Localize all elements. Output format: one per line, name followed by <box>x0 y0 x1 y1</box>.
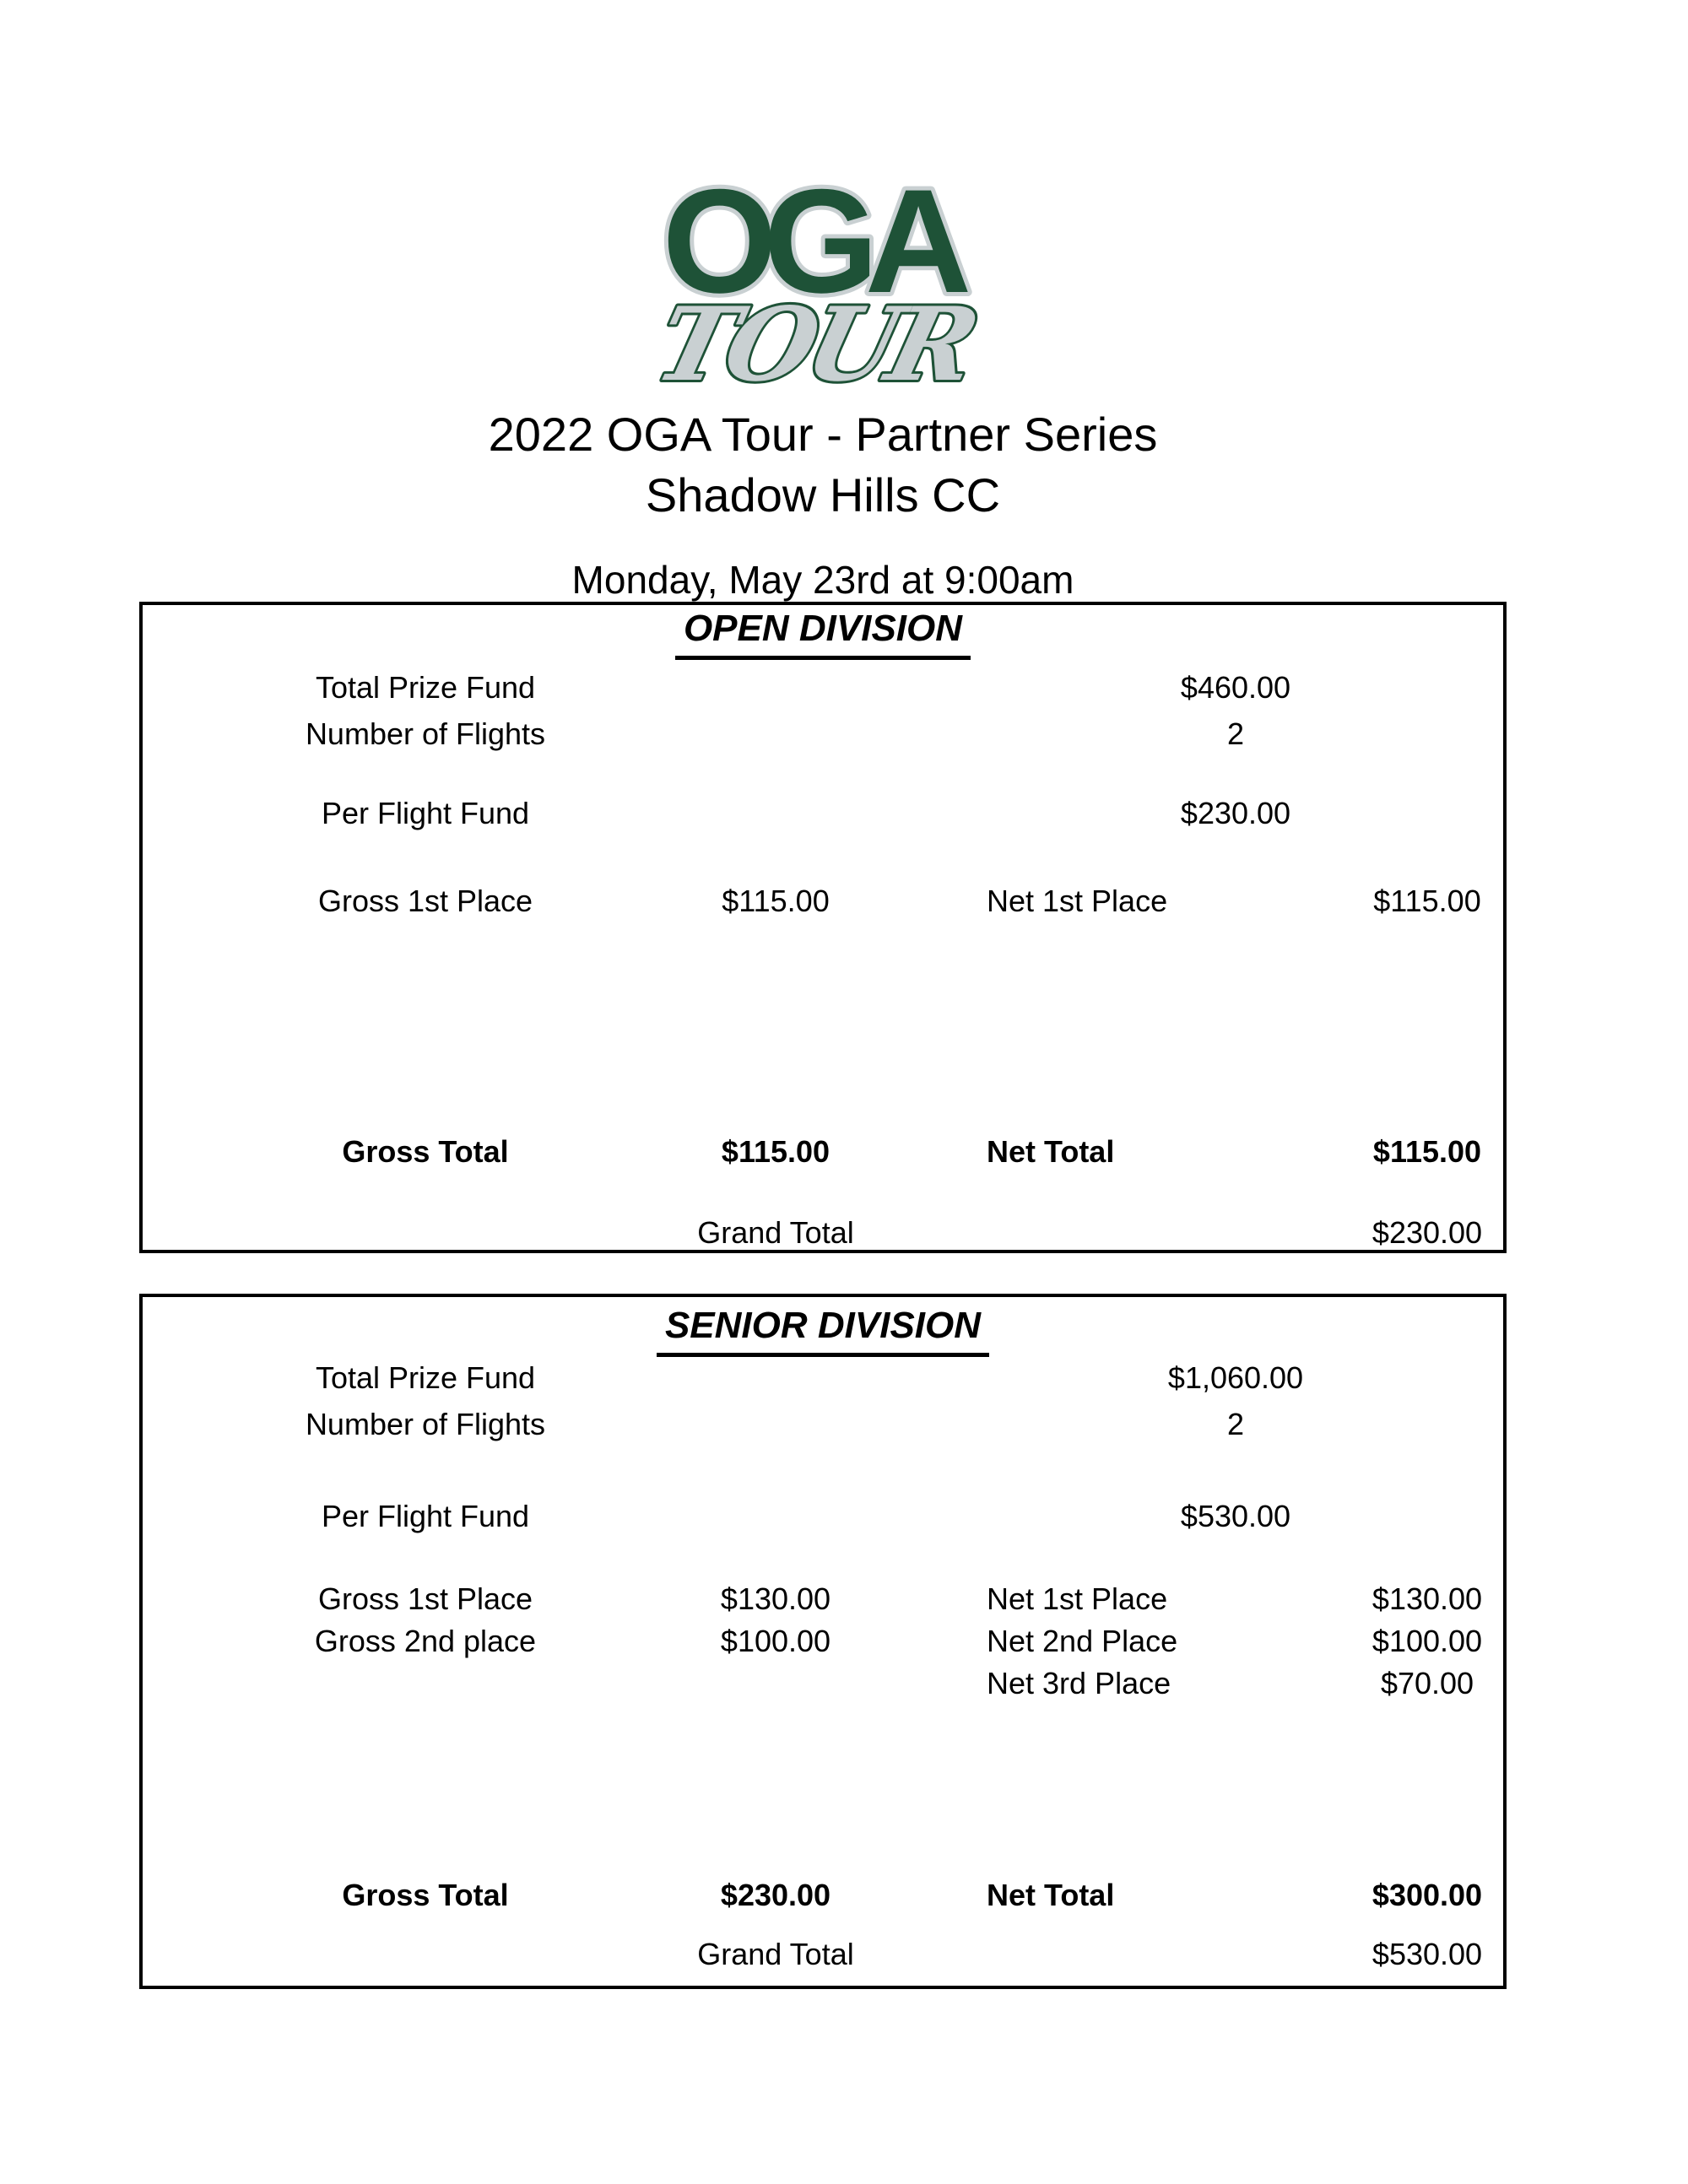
row-value: $460.00 <box>1180 670 1291 705</box>
row-value: 2 <box>1226 1407 1245 1441</box>
open-number-of-flights-row <box>143 712 1503 756</box>
row-value: 2 <box>1226 716 1245 751</box>
row-label: Total Prize Fund <box>315 670 536 705</box>
row-value: $230.00 <box>1180 796 1291 830</box>
open-per-flight-fund-row <box>143 792 1503 835</box>
gross-place-value: $100.00 <box>720 1624 831 1658</box>
net-total-value: $300.00 <box>1372 1878 1483 1912</box>
row-label: Total Prize Fund <box>315 1360 536 1395</box>
net-place-value: $100.00 <box>1372 1624 1483 1658</box>
open-division-box <box>139 602 1507 1253</box>
net-place-label: Net 1st Place <box>987 884 1168 918</box>
senior-division-heading: SENIOR DIVISION <box>657 1302 989 1357</box>
net-place-value: $130.00 <box>1372 1581 1483 1616</box>
row-value: $530.00 <box>1180 1499 1291 1533</box>
senior-total-prize-fund-row <box>143 1356 1503 1400</box>
row-label: Number of Flights <box>305 716 546 751</box>
senior-second-place-row <box>143 1619 1503 1663</box>
senior-third-place-row <box>143 1662 1503 1706</box>
row-label: Per Flight Fund <box>321 796 530 830</box>
net-place-label: Net 2nd Place <box>987 1624 1178 1658</box>
oga-tour-logo-graphic <box>625 150 996 403</box>
event-title: 2022 OGA Tour - Partner Series <box>488 408 1158 461</box>
net-place-label: Net 1st Place <box>987 1581 1168 1616</box>
net-total-label: Net Total <box>987 1878 1115 1912</box>
gross-total-value: $230.00 <box>720 1878 831 1912</box>
open-first-place-row <box>143 879 1503 923</box>
gross-place-value: $130.00 <box>720 1581 831 1616</box>
grand-total-value: $230.00 <box>1372 1215 1483 1250</box>
net-total-value: $115.00 <box>1372 1134 1482 1169</box>
logo-oga-text: OGA <box>662 159 959 324</box>
net-place-label: Net 3rd Place <box>987 1666 1171 1700</box>
open-total-prize-fund-row <box>143 666 1503 710</box>
logo-tour-text: TOUR <box>644 284 984 403</box>
grand-total-value: $530.00 <box>1372 1937 1483 1971</box>
senior-first-place-row <box>143 1577 1503 1621</box>
venue-title: Shadow Hills CC <box>645 468 1001 522</box>
gross-total-label: Gross Total <box>342 1134 509 1169</box>
row-value: $1,060.00 <box>1167 1360 1304 1395</box>
grand-total-label: Grand Total <box>697 1937 854 1971</box>
grand-total-label: Grand Total <box>697 1215 854 1250</box>
open-division-heading-row <box>143 605 1503 660</box>
senior-division-box <box>139 1294 1507 1989</box>
gross-total-label: Gross Total <box>342 1878 509 1912</box>
net-total-label: Net Total <box>987 1134 1115 1169</box>
senior-number-of-flights-row <box>143 1403 1503 1446</box>
row-label: Number of Flights <box>305 1407 546 1441</box>
gross-place-value: $115.00 <box>722 884 830 918</box>
senior-per-flight-fund-row <box>143 1495 1503 1538</box>
open-division-heading: OPEN DIVISION <box>675 605 971 660</box>
net-place-value: $70.00 <box>1380 1666 1474 1700</box>
gross-total-value: $115.00 <box>721 1134 830 1169</box>
oga-tour-logo <box>625 150 996 403</box>
open-totals-row <box>143 1130 1503 1174</box>
event-datetime: Monday, May 23rd at 9:00am <box>571 558 1074 602</box>
senior-totals-row <box>143 1873 1503 1917</box>
gross-place-label: Gross 2nd place <box>314 1624 537 1658</box>
gross-place-label: Gross 1st Place <box>317 1581 533 1616</box>
open-grand-total-row <box>143 1214 1503 1251</box>
gross-place-label: Gross 1st Place <box>317 884 533 918</box>
net-place-value: $115.00 <box>1373 884 1481 918</box>
senior-grand-total-row <box>143 1936 1503 1973</box>
senior-division-heading-row <box>143 1302 1503 1357</box>
row-label: Per Flight Fund <box>321 1499 530 1533</box>
